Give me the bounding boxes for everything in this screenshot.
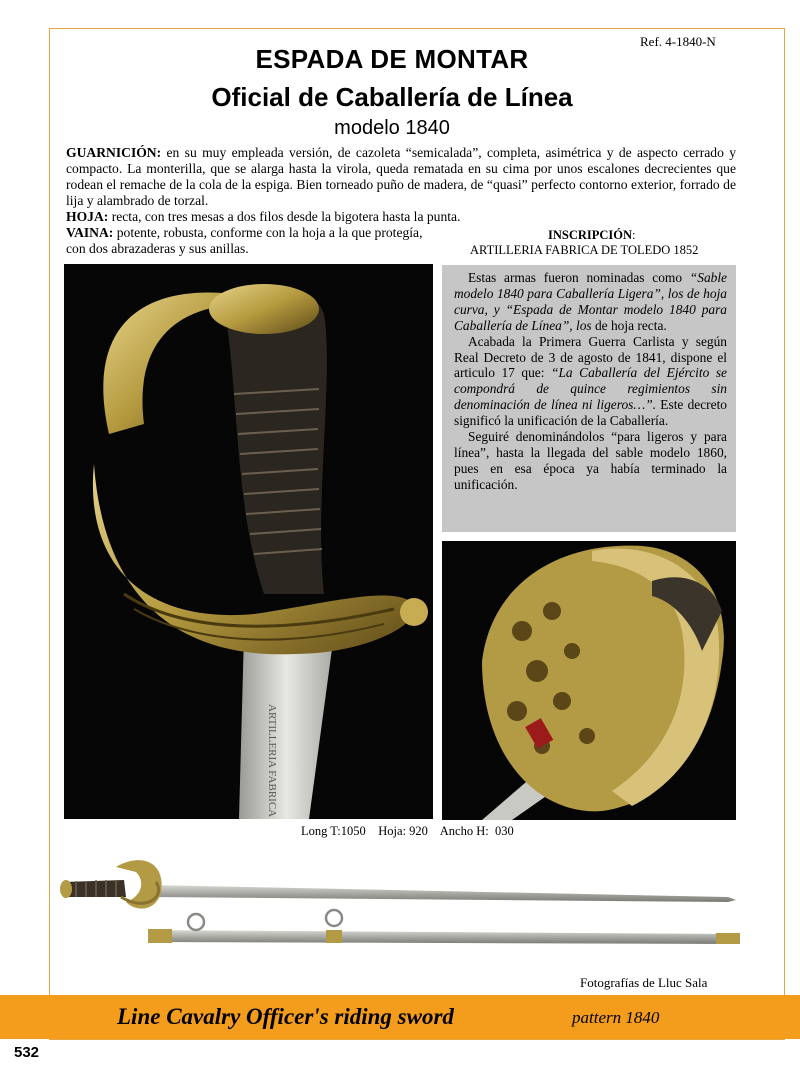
- photo-credit: Fotografías de Lluc Sala: [580, 975, 708, 990]
- blade-length: Hoja: 920: [378, 824, 428, 838]
- svg-text:ARTILLERIA FABRICA: ARTILLERIA FABRICA: [266, 704, 278, 818]
- hoja-paragraph: [66, 209, 736, 225]
- guarnicion-label: GUARNICIÓN:: [66, 145, 162, 160]
- hoja-text: recta, con tres mesas a dos filos desde la bigotera hasta la punta.: [108, 209, 461, 224]
- hoja-label: HOJA:: [66, 209, 109, 224]
- model-label: modelo 1840: [334, 117, 450, 139]
- total-length: Long T:1050: [301, 824, 366, 838]
- vaina-text-2: con dos abrazaderas y sus anillas.: [66, 241, 249, 256]
- guarnicion-text: en su muy empleada versión, de cazoleta “semicalada”, completa, asimétrica y de aspecto cerrado y compacto. La monterilla, que se alarga hasta la virola, queda rematada en su cima por unos escalones decrecientes que rodean el remache de la cola de la espiga. Bien torneado puño de madera, de “quasi” perfecto contorno exterior, forrado de lija y alambrado de torzal.: [66, 145, 736, 208]
- vaina-text: potente, robusta, conforme con la hoja a la que protegía,: [113, 225, 423, 240]
- page-subtitle: Oficial de Caballería de Línea: [211, 82, 573, 112]
- history-sidebar: [442, 265, 736, 532]
- blade-width: Ancho H: 030: [439, 824, 514, 838]
- inscription-label: INSCRIPCIÓN:: [548, 228, 636, 242]
- english-title: Line Cavalry Officer's riding sword: [117, 1004, 454, 1029]
- guard-detail-photo: [442, 541, 736, 820]
- dimensions-line: [301, 824, 514, 839]
- full-sword-photo: [56, 852, 746, 960]
- page-title: ESPADA DE MONTAR: [255, 44, 529, 74]
- english-pattern: pattern 1840: [572, 1008, 660, 1027]
- history-paragraph-3: Seguiré denominándolos “para ligeros y para línea”, hasta la llegada del sable modelo 1860, pues en esa época ya había terminado la unificación.: [454, 429, 727, 492]
- inscription-text: ARTILLERIA FABRICA DE TOLEDO 1852: [470, 243, 699, 257]
- full-sword-image: [56, 852, 746, 960]
- history-paragraph-2: Acabada la Primera Guerra Carlista y según Real Decreto de 3 de agosto de 1841, dispone el articulo 17 que: “La Caballería del Ejército se compondrá de quince regimientos sin denominación de línea ni ligeros…”. Este decreto significó la unificación de la Caballería.: [454, 333, 727, 429]
- hilt-photo-image: [64, 264, 433, 819]
- reference-code: Ref. 4-1840-N: [640, 34, 716, 49]
- page-number: 532: [14, 1044, 40, 1061]
- history-paragraph-1: Estas armas fueron nominadas como “Sable modelo 1840 para Caballería Ligera”, los de hoja curva, y “Espada de Montar modelo 1840 para Caballería de Línea”, los de hoja recta.: [454, 270, 727, 333]
- hilt-photo: [64, 264, 433, 819]
- guarnicion-paragraph: [66, 145, 736, 209]
- guard-detail-image: [442, 541, 736, 820]
- vaina-label: VAINA:: [66, 225, 114, 240]
